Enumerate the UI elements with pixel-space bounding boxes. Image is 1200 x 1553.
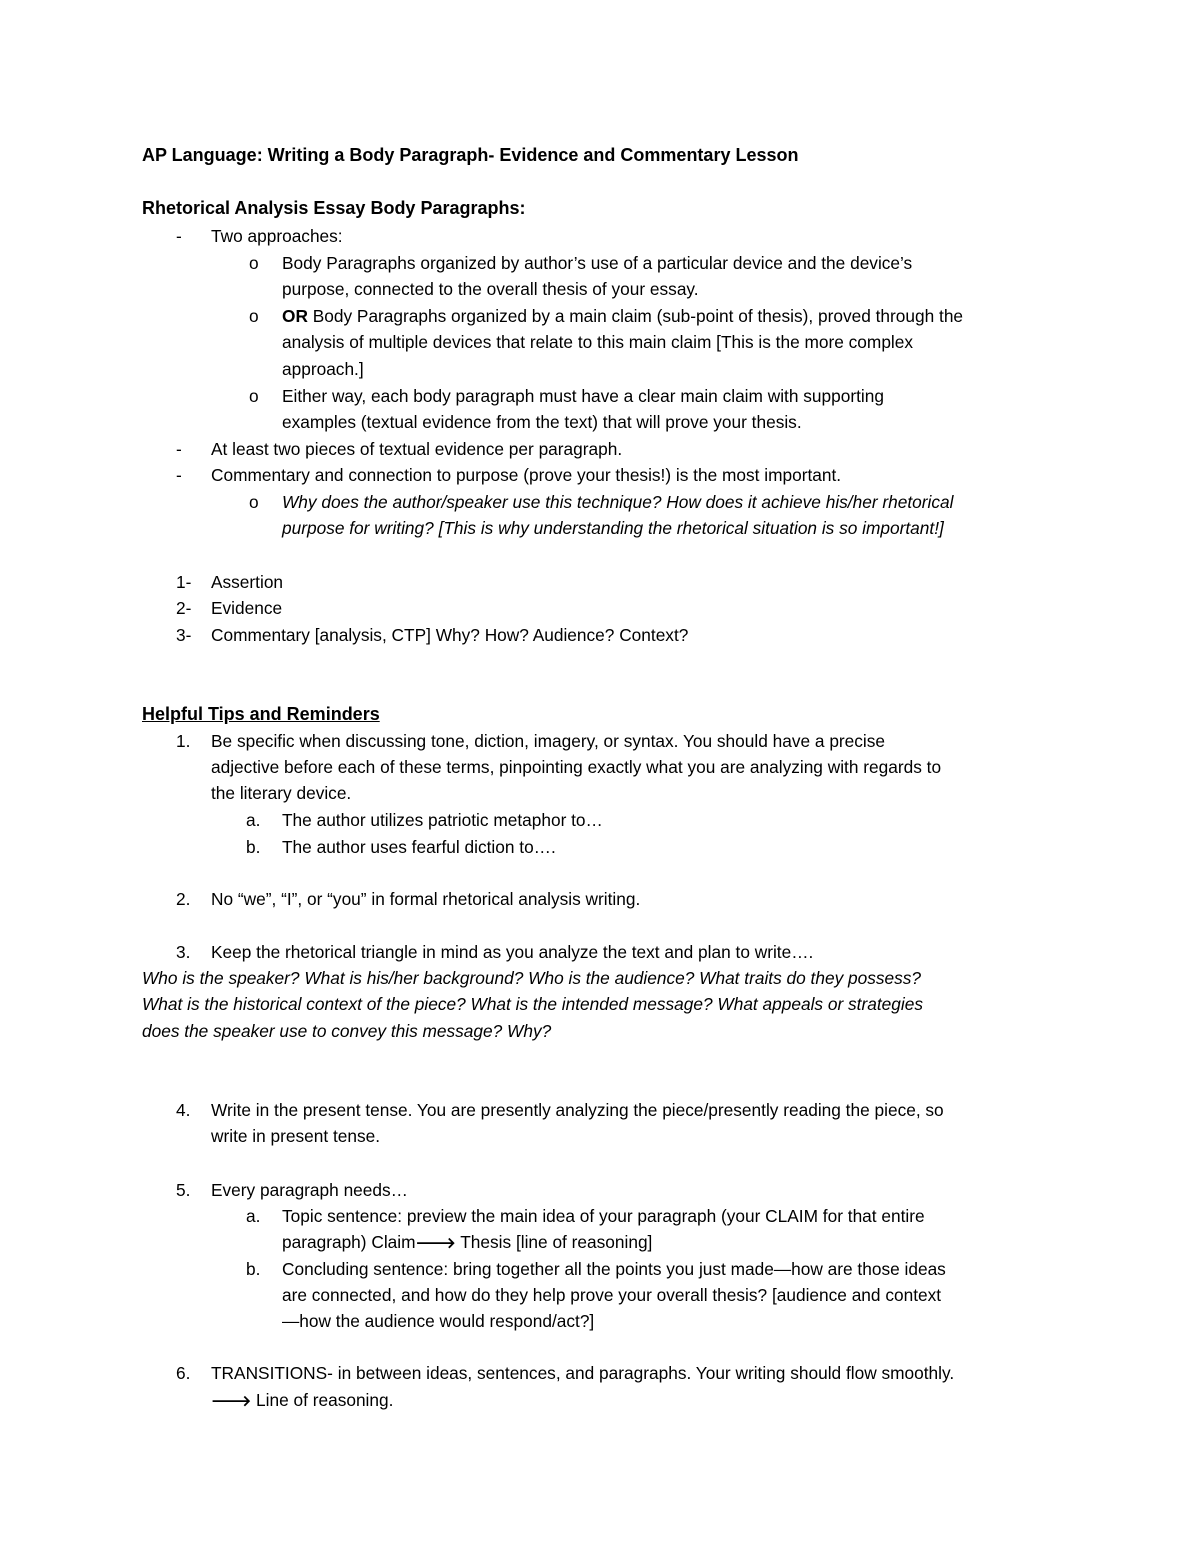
sub-bullet-text: purpose, connected to the overall thesis of your essay. [282, 279, 699, 299]
tip-sub-text: The author uses fearful diction to…. [282, 837, 556, 857]
step-text: Evidence [211, 598, 283, 618]
tip-sub-text: —how the audience would respond/act?] [282, 1311, 595, 1331]
sub-bullet-text: approach.] [282, 359, 364, 379]
tip-text: Every paragraph needs… [211, 1180, 408, 1200]
sub-bullet-question: purpose for writing? [This is why understanding the rhetorical situation is so important!] [282, 518, 944, 538]
sub-bullet-marker: o [249, 253, 259, 273]
sub-bullet-text: Body Paragraphs organized by author’s use of a particular device and the device’s [282, 253, 913, 273]
tip-number: 4. [176, 1100, 191, 1120]
tip-text-span: Line of reasoning. [251, 1390, 394, 1410]
step-marker: 2- [176, 598, 192, 618]
bullet-text: Commentary and connection to purpose (prove your thesis!) is the most important. [211, 465, 842, 485]
sub-bullet-text: examples (textual evidence from the text) that will prove your thesis. [282, 412, 802, 432]
tip-sub-text-span: Thesis [line of reasoning] [455, 1232, 653, 1252]
arrow-right-icon: 🡒 [211, 1393, 252, 1410]
tip-question: What is the historical context of the piece? What is the intended message? What appeals or strategies [142, 994, 923, 1014]
sub-bullet-text-span: Body Paragraphs organized by a main claim (sub-point of thesis), proved through the [307, 306, 964, 326]
tip-text: Write in the present tense. You are presently analyzing the piece/presently reading the piece, so [211, 1100, 944, 1120]
tip-sub-text: The author utilizes patriotic metaphor to… [282, 810, 603, 830]
tip-text: write in present tense. [211, 1126, 381, 1146]
tip-number: 3. [176, 942, 191, 962]
sub-bullet-marker: o [249, 306, 259, 326]
tip-sub-marker: a. [246, 1206, 261, 1226]
section-heading-tips: Helpful Tips and Reminders [142, 704, 380, 724]
tip-text: Be specific when discussing tone, diction, imagery, or syntax. You should have a precise [211, 731, 886, 751]
bullet-text: At least two pieces of textual evidence per paragraph. [211, 439, 623, 459]
tip-number: 5. [176, 1180, 191, 1200]
step-text: Commentary [analysis, CTP] Why? How? Audience? Context? [211, 625, 689, 645]
step-marker: 3- [176, 625, 192, 645]
bullet-text: Two approaches: [211, 226, 343, 246]
tip-text [211, 1387, 393, 1415]
tip-number: 1. [176, 731, 191, 751]
tip-number: 2. [176, 889, 191, 909]
sub-bullet-marker: o [249, 492, 259, 512]
document-title: AP Language: Writing a Body Paragraph- Evidence and Commentary Lesson [142, 145, 799, 165]
sub-bullet-text [282, 303, 963, 329]
arrow-right-icon: 🡒 [415, 1235, 456, 1252]
tip-text: adjective before each of these terms, pinpointing exactly what you are analyzing with regards to [211, 757, 942, 777]
sub-bullet-question: Why does the author/speaker use this technique? How does it achieve his/her rhetorical [282, 492, 954, 512]
sub-bullet-marker: o [249, 386, 259, 406]
tip-sub-marker: b. [246, 837, 261, 857]
or-emphasis: OR [282, 306, 308, 326]
step-text: Assertion [211, 572, 284, 592]
tip-text: No “we”, “I”, or “you” in formal rhetorical analysis writing. [211, 889, 641, 909]
tip-sub-text: Topic sentence: preview the main idea of your paragraph (your CLAIM for that entire [282, 1206, 925, 1226]
tip-text: TRANSITIONS- in between ideas, sentences, and paragraphs. Your writing should flow smoothly. [211, 1363, 955, 1383]
tip-question: Who is the speaker? What is his/her background? Who is the audience? What traits do they possess? [142, 968, 922, 988]
tip-sub-text: Concluding sentence: bring together all the points you just made—how are those ideas [282, 1259, 946, 1279]
tip-sub-marker: a. [246, 810, 261, 830]
tip-sub-marker: b. [246, 1259, 261, 1279]
tip-sub-text-span: paragraph) Claim [282, 1232, 416, 1252]
tip-question: does the speaker use to convey this message? Why? [142, 1021, 552, 1041]
step-marker: 1- [176, 572, 192, 592]
tip-sub-text: are connected, and how do they help prove your overall thesis? [audience and context [282, 1285, 942, 1305]
bullet-dash: - [176, 465, 182, 485]
sub-bullet-text: Either way, each body paragraph must have a clear main claim with supporting [282, 386, 884, 406]
tip-sub-text [282, 1229, 652, 1257]
section-heading-rhetorical: Rhetorical Analysis Essay Body Paragraphs: [142, 198, 526, 218]
tip-text: the literary device. [211, 783, 352, 803]
sub-bullet-text: analysis of multiple devices that relate to this main claim [This is the more complex [282, 332, 914, 352]
tip-number: 6. [176, 1363, 191, 1383]
bullet-dash: - [176, 226, 182, 246]
tip-text: Keep the rhetorical triangle in mind as you analyze the text and plan to write…. [211, 942, 814, 962]
bullet-dash: - [176, 439, 182, 459]
